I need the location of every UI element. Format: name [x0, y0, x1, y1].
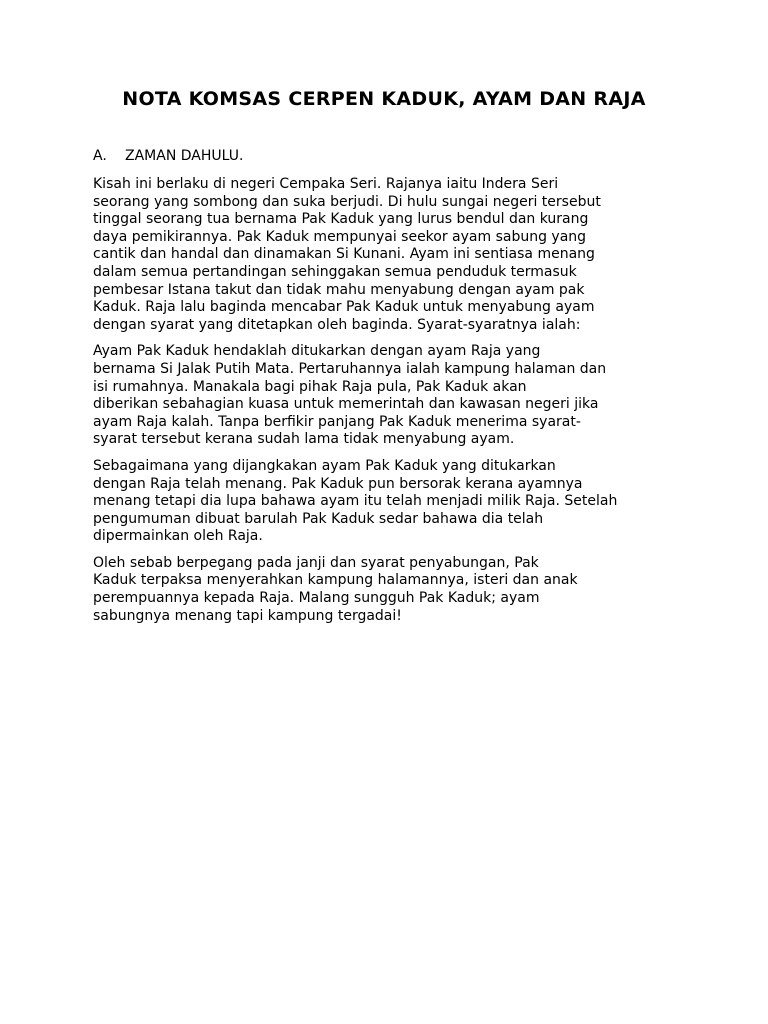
- paragraph-4: Oleh sebab berpegang pada janji dan syarat penyabungan, Pak Kaduk terpaksa menyerahkan kampung halamannya, isteri dan anak perempuannya kepada Raja. Malang sungguh Pak Kaduk; ayam sabungnya menang tapi kampung tergadai!: [93, 554, 578, 624]
- paragraph-3: Sebagaimana yang dijangkakan ayam Pak Kaduk yang ditukarkan dengan Raja telah menang. Pak Kaduk pun bersorak kerana ayamnya menang tetapi dia lupa bahawa ayam itu telah menjadi milik Raja. Setelah pengumuman dibuat barulah Pak Kaduk sedar bahawa dia telah dipermainkan oleh Raja.: [93, 457, 618, 545]
- body-text: [93, 176, 683, 634]
- paragraph-2: Ayam Pak Kaduk hendaklah ditukarkan dengan ayam Raja yang bernama Si Jalak Putih Mata. Pertaruhannya ialah kampung halaman dan isi rumahnya. Manakala bagi pihak Raja pula, Pak Kaduk akan diberikan sebahagian kuasa untuk memerintah dan kawasan negeri jika ayam Raja kalah. Tanpa berfikir panjang Pak Kaduk menerima syarat- syarat tersebut kerana sudah lama tidak menyabung ayam.: [93, 343, 607, 448]
- section-heading: [93, 148, 243, 164]
- document-title: NOTA KOMSAS CERPEN KADUK, AYAM DAN RAJA: [122, 88, 646, 110]
- section-heading-text: ZAMAN DAHULU.: [125, 148, 244, 164]
- paragraph-1: Kisah ini berlaku di negeri Cempaka Seri. Rajanya iaitu Indera Seri seorang yang sombong dan suka berjudi. Di hulu sungai negeri tersebut tinggal seorang tua bernama Pak Kaduk yang lurus bendul dan kurang daya pemikirannya. Pak Kaduk mempunyai seekor ayam sabung yang cantik dan handal dan dinamakan Si Kunani. Ayam ini sentiasa menang dalam semua pertandingan sehinggakan semua penduduk termasuk pembesar Istana takut dan tidak mahu menyabung dengan ayam pak Kaduk. Raja lalu baginda mencabar Pak Kaduk untuk menyabung ayam dengan syarat yang ditetapkan oleh baginda. Syarat-syaratnya ialah:: [93, 176, 601, 333]
- section-marker: A.: [93, 148, 107, 164]
